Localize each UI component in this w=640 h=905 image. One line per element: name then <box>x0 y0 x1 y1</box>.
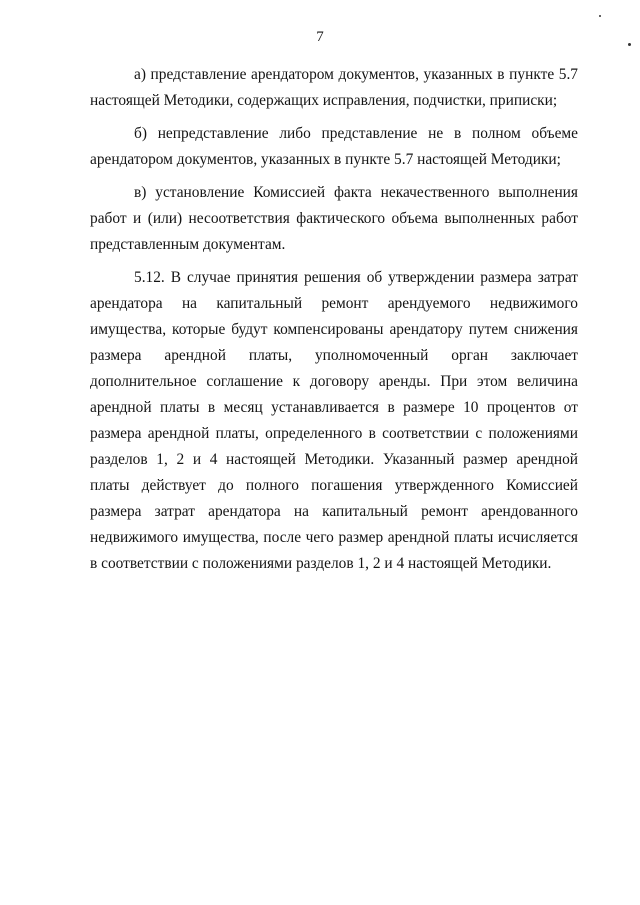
paragraph-item-b: б) непредставление либо представление не в полном объеме арендатором документов, указанных в пункте 5.7 настоящей Методики; <box>90 125 578 168</box>
scan-speck <box>599 15 601 17</box>
page-number: 7 <box>316 29 324 45</box>
paragraph-item-v: в) установление Комиссией факта некачественного выполнения работ и (или) несоответствия фактического объема выполненных работ представленным документам. <box>90 184 578 253</box>
paragraph-section-5-12: 5.12. В случае принятия решения об утверждении размера затрат арендатора на капитальный ремонт арендуемого недвижимого имущества, которые будут компенсированы арендатору путем снижения размера арендной платы, уполномоченный орган заключает дополнительное соглашение к договору аренды. При этом величина арендной платы в месяц устанавливается в размере 10 процентов от размера арендной платы, определенного в соответствии с положениями разделов 1, 2 и 4 настоящей Методики. Указанный размер арендной платы действует до полного погашения утвержденного Комиссией размера затрат арендатора на капитальный ремонт арендованного недвижимого имущества, после чего размер арендной платы исчисляется в соответствии с положениями разделов 1, 2 и 4 настоящей Методики. <box>90 269 578 572</box>
document-body <box>90 62 578 577</box>
scan-speck <box>628 43 631 46</box>
paragraph-item-a: а) представление арендатором документов, указанных в пункте 5.7 настоящей Методики, содержащих исправления, подчистки, приписки; <box>90 66 578 109</box>
